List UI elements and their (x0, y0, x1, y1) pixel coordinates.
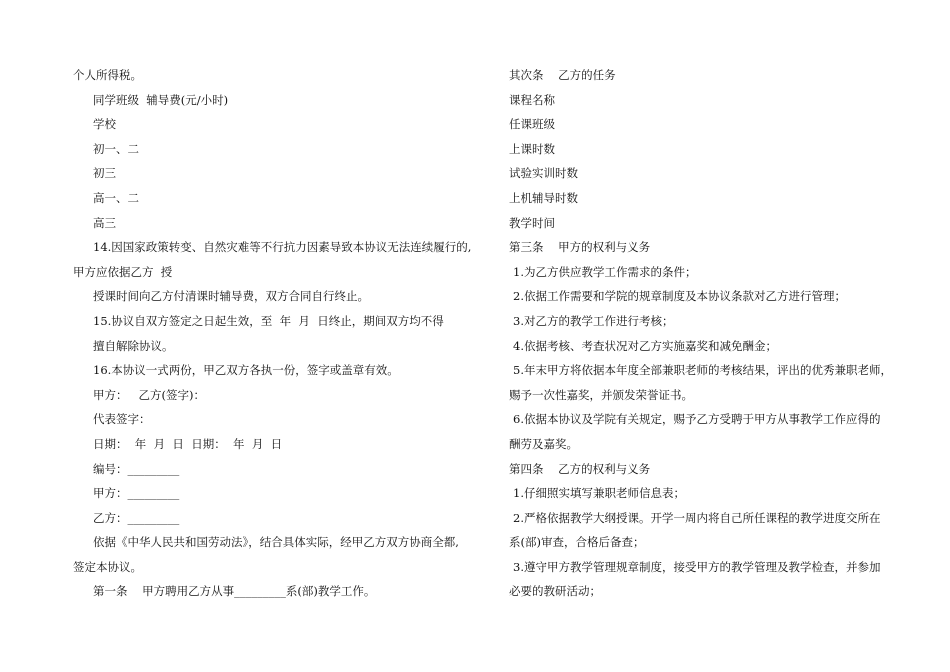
right-text-line: 2.依据工作需要和学院的规章制度及本协议条款对乙方进行管理； (513, 289, 846, 304)
left-text-line: 乙方：_________ (93, 510, 180, 525)
left-text-line: 同学班级 辅导费(元/小时) (93, 92, 229, 107)
right-text-line: 3.遵守甲方教学管理规章制度，接受甲方的教学管理及教学检查，并参加 (513, 559, 881, 574)
left-text-line: 甲方：_________ (93, 486, 180, 501)
left-text-line: 个人所得税。 (73, 68, 142, 82)
left-text-line: 甲方： 乙方(签字)： (93, 387, 205, 402)
left-text-line: 高一、二 (93, 190, 139, 205)
left-text-line: 依据《中华人民共和国劳动法》，结合具体实际，经甲乙方双方协商全都, (93, 535, 459, 550)
right-text-line: 6.依据本协议及学院有关规定，赐予乙方受聘于甲方从事教学工作应得的 (513, 412, 881, 427)
right-text-line: 上机辅导时数 (509, 190, 578, 205)
right-text-line: 上课时数 (509, 141, 555, 156)
left-text-line: 第一条 甲方聘用乙方从事_________系(部)教学工作。 (93, 584, 376, 599)
left-text-line: 擅自解除协议。 (93, 338, 174, 353)
left-text-line: 学校 (93, 117, 116, 132)
left-text-line: 日期： 年 月 日 日期： 年 月 日 (93, 436, 283, 451)
right-text-line: 系(部)审查，合格后备查； (509, 535, 645, 550)
right-text-line: 第三条 甲方的权利与义务 (509, 240, 651, 255)
left-text-line: 初一、二 (93, 141, 139, 156)
left-text-line: 代表签字： (93, 412, 151, 427)
left-text-line: 15.协议自双方签定之日起生效，至 年 月 日终止，期间双方均不得 (93, 313, 444, 328)
right-text-line: 课程名称 (509, 92, 555, 107)
right-text-line: 任课班级 (509, 117, 555, 132)
right-text-line: 1.仔细照实填写兼职老师信息表； (513, 486, 685, 501)
right-text-line: 必要的教研活动； (509, 584, 601, 599)
left-text-line: 高三 (93, 215, 116, 230)
left-text-line: 签定本协议。 (73, 559, 142, 574)
right-text-line: 酬劳及嘉奖。 (509, 436, 578, 451)
left-text-line: 授课时间向乙方付清课时辅导费，双方合同自行终止。 (93, 289, 369, 304)
right-text-line: 1.为乙方供应教学工作需求的条件； (513, 264, 697, 279)
right-text-line: 教学时间 (509, 215, 555, 230)
right-column (509, 63, 892, 604)
right-text-line: 试验实训时数 (509, 166, 578, 181)
left-column (73, 63, 472, 604)
right-text-line: 2.严格依据教学大纲授课。开学一周内将自己所任课程的教学进度交所在 (513, 510, 881, 525)
right-text-line: 第四条 乙方的权利与义务 (509, 461, 651, 476)
left-text-line: 甲方应依据乙方 授 (73, 264, 173, 279)
left-text-line: 编号：_________ (93, 461, 180, 476)
right-text-line: 其次条 乙方的任务 (509, 68, 616, 82)
right-text-line: 赐予一次性嘉奖，并颁发荣誉证书。 (509, 387, 693, 402)
right-text-line: 3.对乙方的教学工作进行考核； (513, 313, 674, 328)
left-text-line: 初三 (93, 166, 116, 181)
left-text-line: 16.本协议一式两份，甲乙双方各执一份，签字或盖章有效。 (93, 363, 399, 378)
right-text-line: 5.年末甲方将依据本年度全部兼职老师的考核结果，评出的优秀兼职老师， (513, 363, 892, 378)
left-text-line: 14.因国家政策转变、自然灾难等不行抗力因素导致本协议无法连续履行的, (93, 240, 472, 255)
right-text-line: 4.依据考核、考查状况对乙方实施嘉奖和减免酬金； (513, 338, 777, 353)
